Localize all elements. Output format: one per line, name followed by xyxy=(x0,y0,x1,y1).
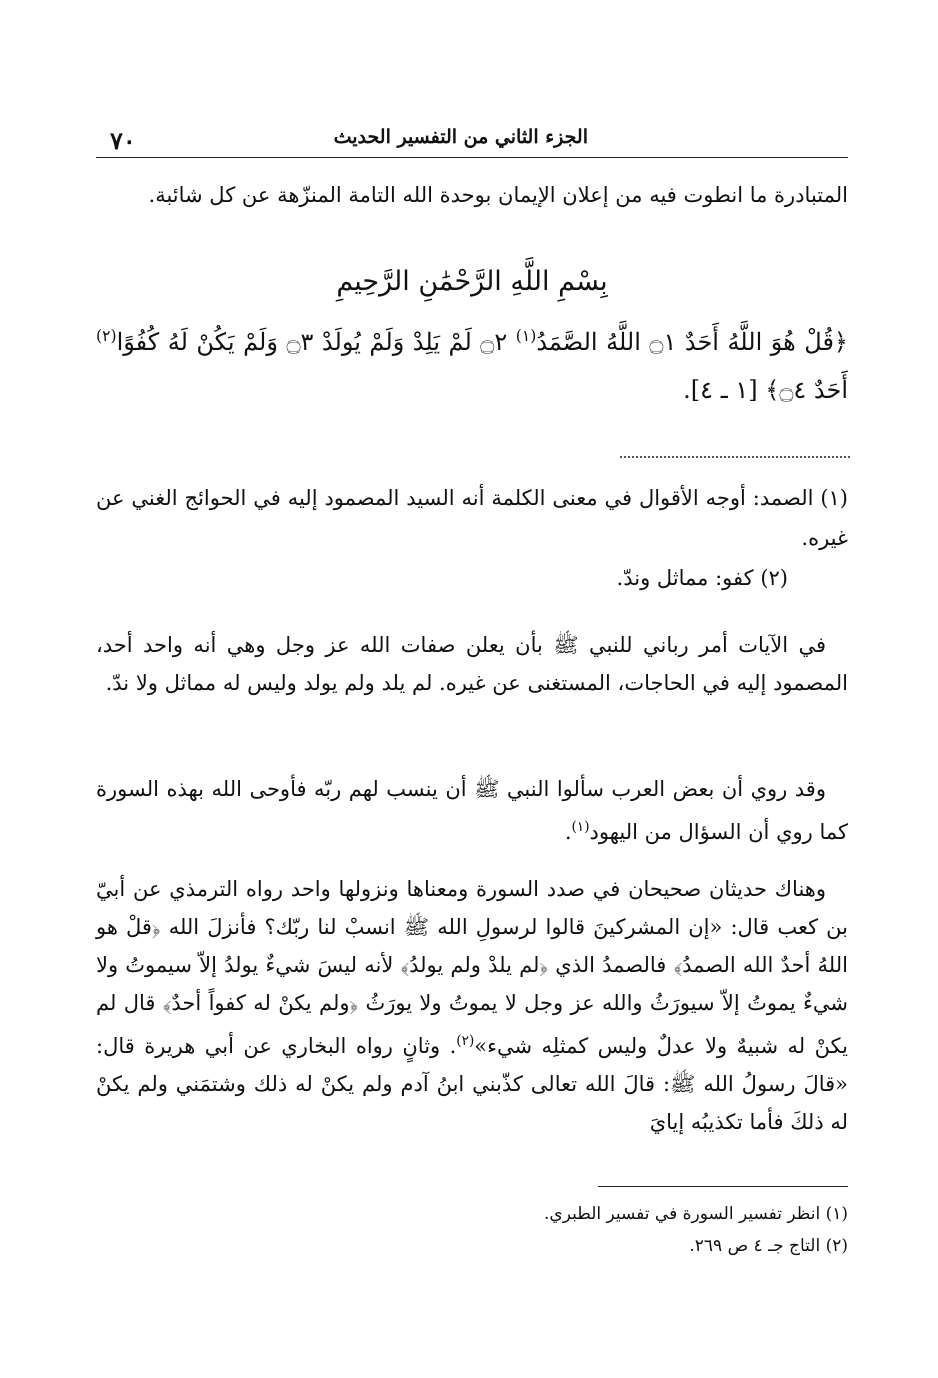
paragraph-3-end: . وثانٍ رواه البخاري عن أبي هريرة قال: «قالَ رسولُ الله ﷺ: قالَ الله تعالى كذّبني ابنُ آدم ولم يكنْ له ذلك وشتمَني ولم يكنْ له ذلكَ فأما تكذيبُه إيايَ xyxy=(96,1034,848,1134)
footnote-divider xyxy=(598,1186,848,1187)
footnote-2: (٢) التاج جـ ٤ ص ٢٦٩. xyxy=(689,1236,848,1256)
glossary-note-1: (١) الصمد: أوجه الأقوال في معنى الكلمة أنه السيد المصمود إليه في الحوائج الغني عن غيره. xyxy=(96,486,848,550)
paragraph-2-text: وقد روي أن بعض العرب سألوا النبي ﷺ أن ينسب لهم ربّه فأوحى الله بهذه السورة كما روي أن السؤال من اليهود xyxy=(96,777,848,844)
page-number: ٧٠ xyxy=(110,126,136,155)
quran-verse xyxy=(96,312,848,414)
verse-part-1: ﴿قُلْ هُوَ اللَّهُ أَحَدٌ ۝١ اللَّهُ الصَّمَدُ xyxy=(536,328,848,356)
verse-part-3: أَحَدٌ ۝٤﴾ [١ ـ ٤]. xyxy=(683,376,848,404)
intro-paragraph: المتبادرة ما انطوت فيه من إعلان الإيمان بوحدة الله التامة المنزّهة عن كل شائبة. xyxy=(148,183,848,207)
commentary-paragraph-2 xyxy=(96,770,848,851)
commentary-paragraph-1: في الآيات أمر رباني للنبي ﷺ بأن يعلن صفات الله عز وجل وهي أنه واحد أحد، المصمود إليه في الحاجات، المستغنى عن غيره. لم يلد ولم يولد وليس له مماثل ولا ندّ. xyxy=(96,633,848,695)
paragraph-3-text: وهناك حديثان صحيحان في صدد السورة ومعناها ونزولها واحد رواه الترمذي عن أبيّ بن كعب قال: «إن المشركينَ قالوا لرسولِ الله ﷺ انسبْ لنا ربّك؟ فأنزلَ الله ﴿قلْ هو اللهُ أحدٌ الله الصمدُ﴾ فالصمدُ الذي ﴿لم يلدْ ولم يولدُ﴾ لأنه ليسَ شيءٌ يولدُ إلاّ سيموتُ ولا شيءٌ يموتُ إلاّ سيورَثُ والله عز وجل لا يموتُ ولا يورَثُ ﴿ولم يكنْ له كفواً أحدٌ﴾ قال لم يكنْ له شبيهٌ ولا عدلٌ وليس كمثلِه شيء» xyxy=(96,877,848,1058)
verse-part-2: ۝٢ لَمْ يَلِدْ وَلَمْ يُولَدْ ۝٣ وَلَمْ يَكُنْ لَهُ كُفُوًا xyxy=(116,328,516,356)
footnote-1: (١) انظر تفسير السورة في تفسير الطبري. xyxy=(544,1204,848,1224)
glossary-notes xyxy=(96,478,848,598)
verse-ref-2: (٢) xyxy=(96,327,117,345)
dotted-separator xyxy=(620,456,850,458)
footnotes xyxy=(96,1198,848,1262)
running-title: الجزء الثاني من التفسير الحديث xyxy=(333,126,588,148)
basmala: بِسْمِ اللَّهِ الرَّحْمَٰنِ الرَّحِيمِ xyxy=(336,266,608,297)
paragraph-2-ref: (١) xyxy=(571,819,590,835)
page-header xyxy=(96,120,848,158)
paragraph-3-ref: (٢) xyxy=(456,1033,475,1049)
verse-ref-1: (١) xyxy=(515,327,537,345)
header-divider xyxy=(96,157,848,158)
glossary-note-2: (٢) كفو: مماثل وندّ. xyxy=(616,566,788,590)
paragraph-2-end: . xyxy=(564,820,572,844)
commentary-paragraph-3 xyxy=(96,870,848,1141)
